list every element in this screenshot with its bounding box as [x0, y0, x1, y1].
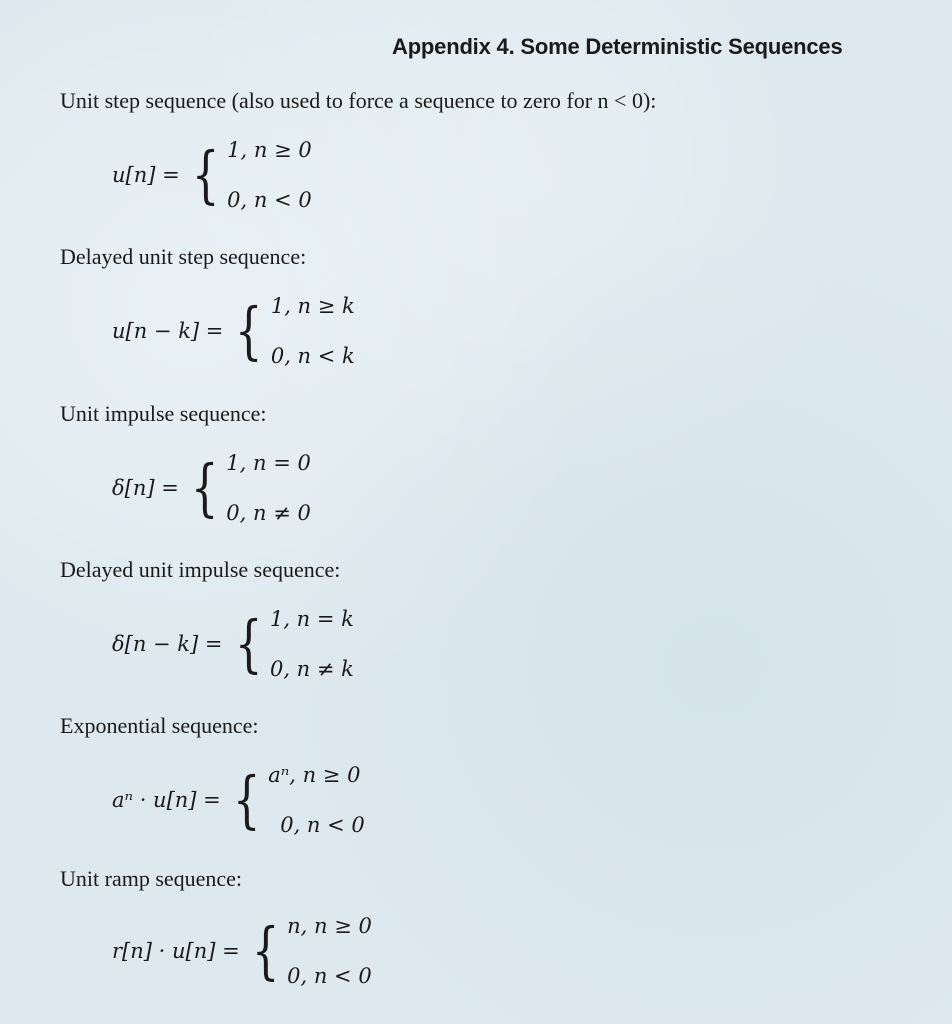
case-line: 0, n < 0	[227, 188, 312, 212]
section-heading-unit-step: Unit step sequence (also used to force a sequence to zero for n < 0):	[60, 88, 657, 113]
formula-lhs: u[n − k] =	[112, 319, 224, 343]
formula-unit-step	[112, 138, 312, 212]
formula-unit-ramp	[112, 914, 372, 988]
section-heading-delayed-unit-impulse: Delayed unit impulse sequence:	[60, 557, 341, 582]
formula-lhs: r[n] · u[n] =	[112, 939, 240, 963]
left-brace: {	[234, 607, 263, 680]
case-line: 0, n < 0	[287, 964, 372, 988]
formula-delayed-unit-step	[112, 294, 355, 368]
left-brace: {	[190, 451, 219, 524]
left-brace: {	[232, 763, 261, 836]
formula-lhs: δ[n − k] =	[112, 632, 223, 656]
formula-unit-impulse	[112, 451, 311, 525]
case-line: 1, n ≥ 0	[227, 138, 312, 162]
formula-cases	[268, 763, 365, 837]
case-line: 1, n = k	[269, 607, 354, 631]
page-title: Appendix 4. Some Deterministic Sequences	[392, 34, 843, 59]
section-heading-unit-impulse: Unit impulse sequence:	[60, 401, 267, 426]
left-brace: {	[235, 294, 263, 367]
case-line: 1, n = 0	[226, 451, 311, 475]
formula-exponential	[112, 763, 365, 837]
section-heading-unit-ramp: Unit ramp sequence:	[60, 866, 243, 891]
formula-cases	[271, 294, 355, 368]
formula-cases	[226, 451, 311, 525]
formula-delayed-unit-impulse	[112, 607, 354, 681]
case-line: 0, n ≠ 0	[226, 501, 311, 525]
case-line: n, n ≥ 0	[287, 914, 372, 938]
formula-cases	[227, 138, 312, 212]
left-brace: {	[251, 914, 280, 987]
formula-lhs: δ[n] =	[112, 476, 179, 500]
section-heading-delayed-unit-step: Delayed unit step sequence:	[60, 244, 307, 269]
formula-lhs: u[n] =	[112, 163, 180, 187]
case-line: 0, n < k	[270, 344, 355, 368]
case-line: 0, n ≠ k	[269, 657, 354, 681]
case-line: aⁿ, n ≥ 0	[268, 763, 361, 787]
case-line: 0, n < 0	[280, 813, 365, 837]
formula-cases	[287, 914, 372, 988]
formula-cases	[270, 607, 354, 681]
case-line: 1, n ≥ k	[270, 294, 355, 318]
section-heading-exponential: Exponential sequence:	[60, 713, 259, 738]
left-brace: {	[191, 138, 220, 211]
formula-lhs: aⁿ · u[n] =	[112, 788, 221, 812]
